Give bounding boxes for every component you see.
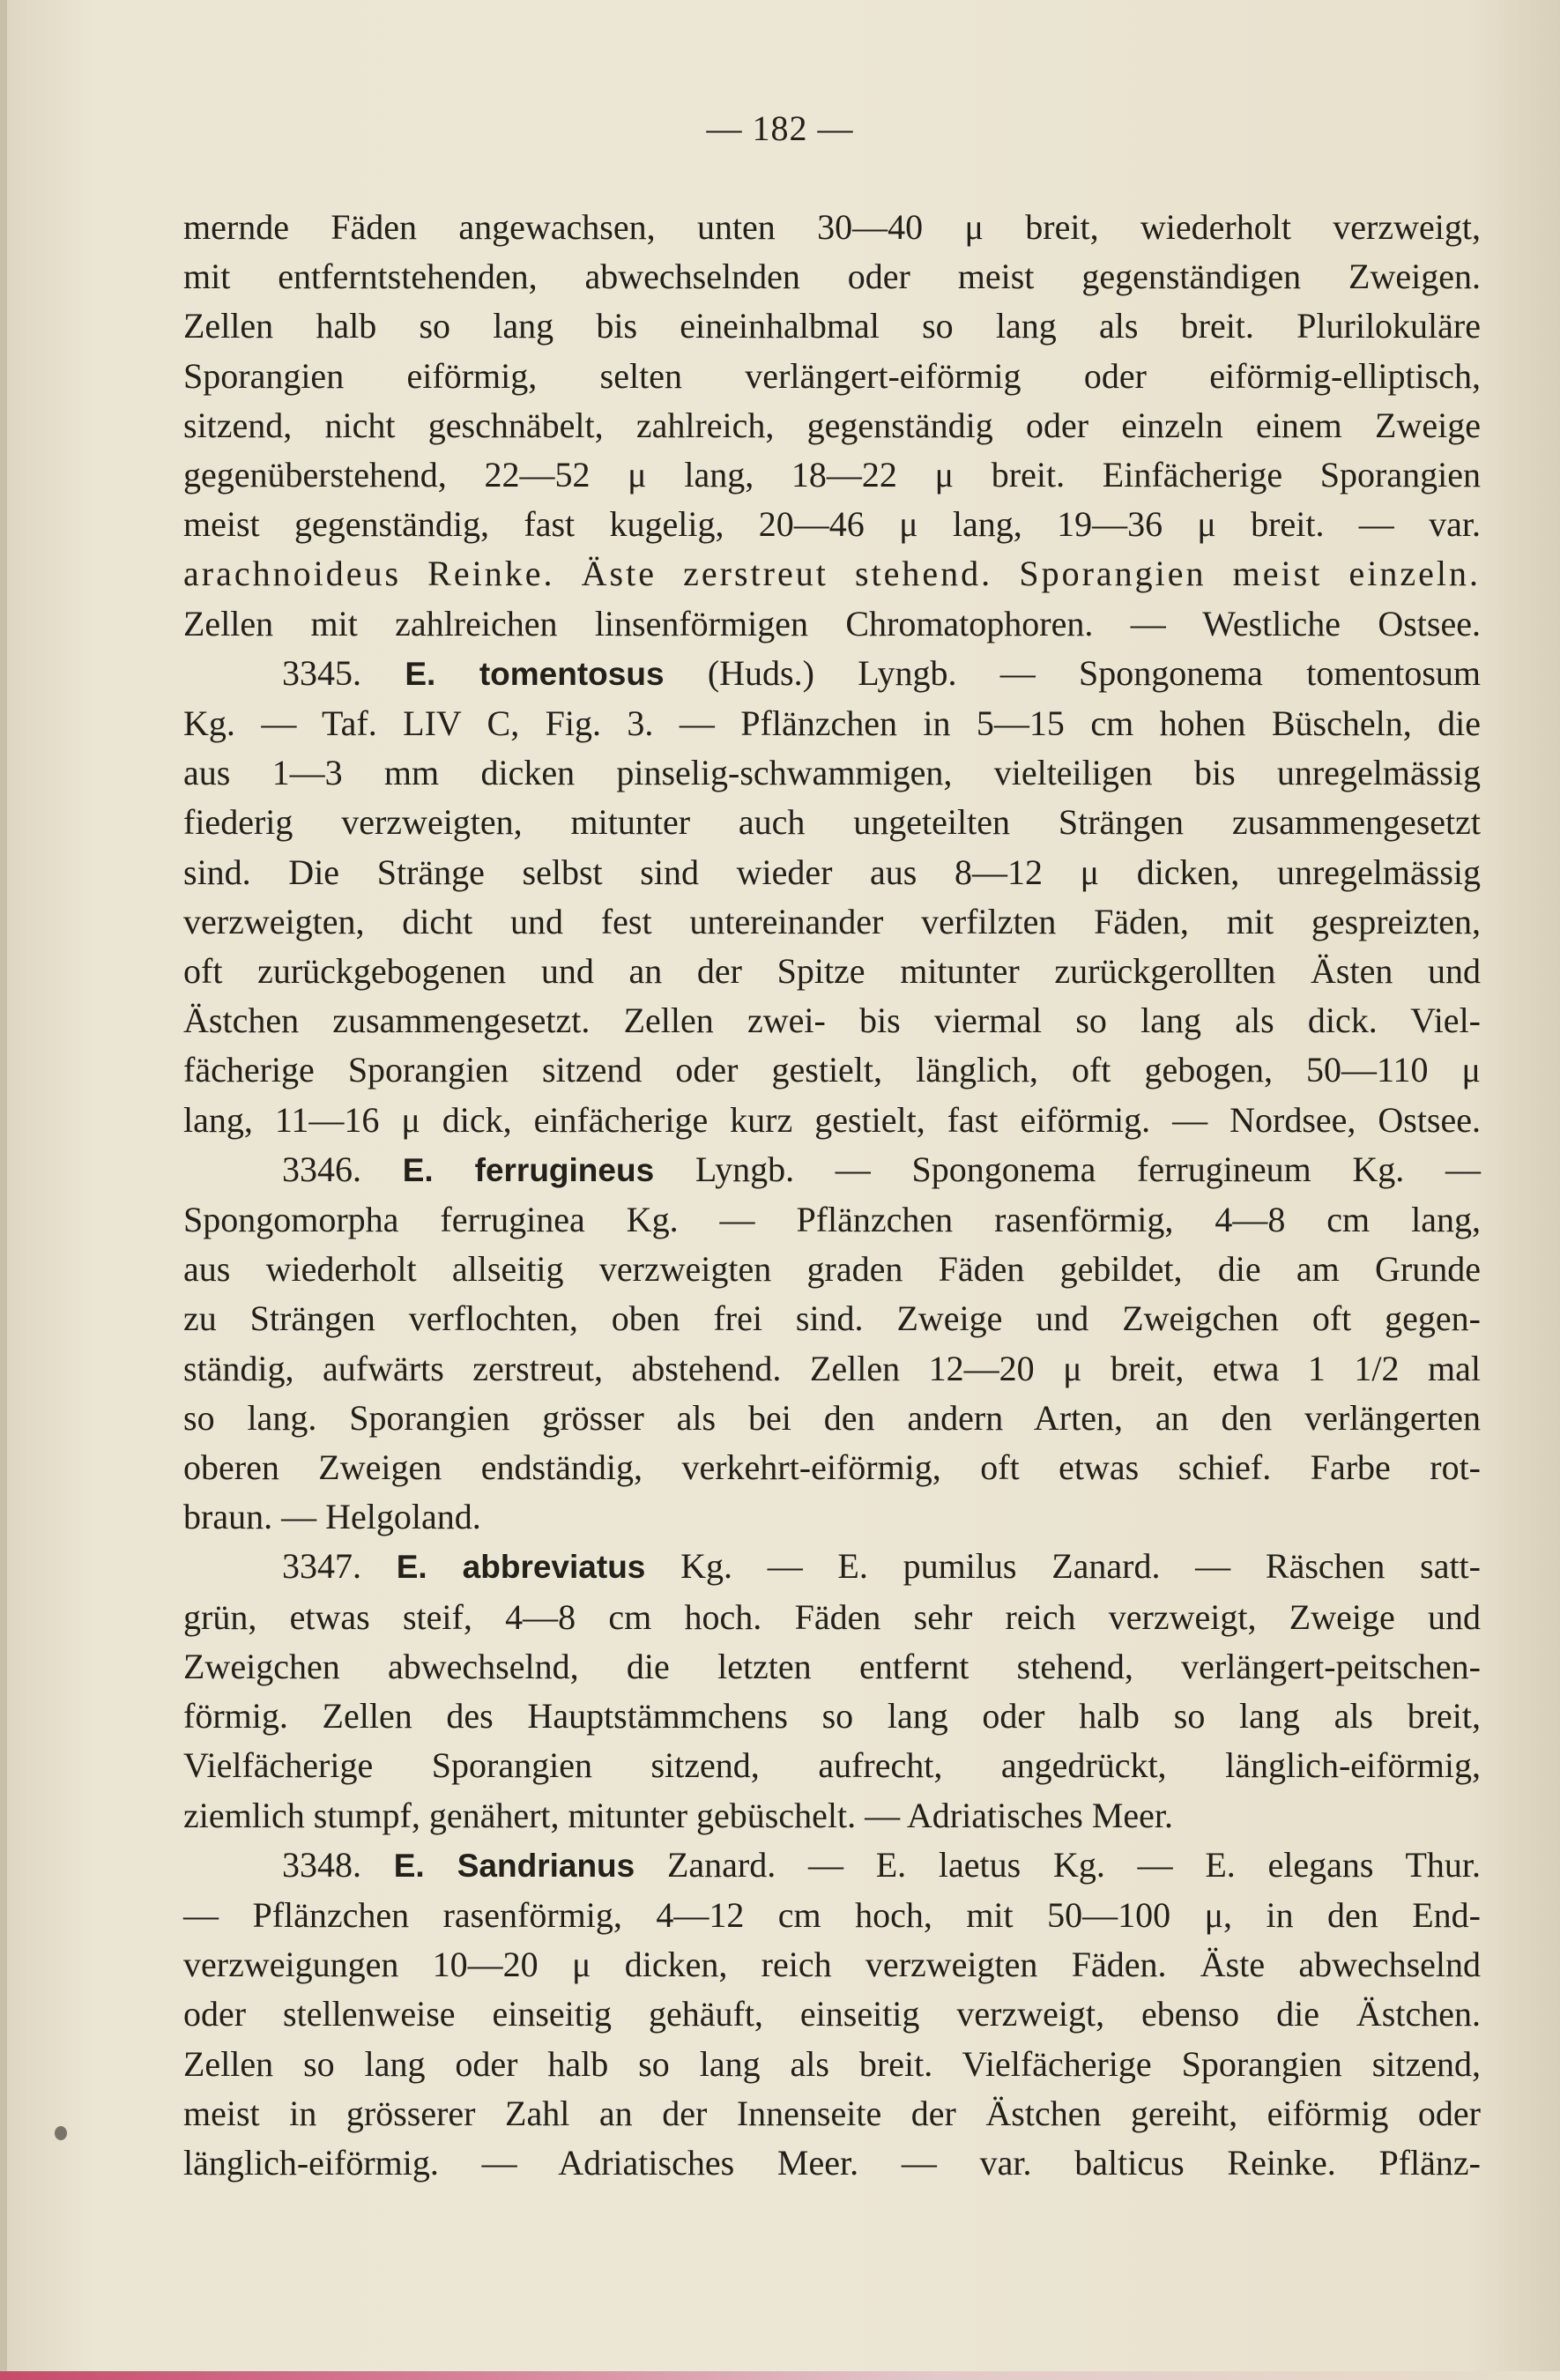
text-line: Kg. — Taf. LIV C, Fig. 3. — Pflänzchen in 5—15 cm hohen Büscheln, die: [183, 703, 1481, 744]
text-line: fiederig verzweigten, mitunter auch ungeteilten Strängen zusammengesetzt: [183, 802, 1481, 843]
text-line: Sporangien eiförmig, selten verlängert-eiförmig oder eiförmig-elliptisch,: [183, 355, 1481, 396]
entry-3345-heading: [183, 649, 1481, 699]
text-line: länglich-eiförmig. — Adriatisches Meer. — var. balticus Reinke. Pflänz-: [183, 2142, 1481, 2183]
text-line: verzweigten, dicht und fest untereinander verfilzten Fäden, mit gespreizten,: [183, 901, 1481, 941]
page-number: — 182 —: [706, 108, 854, 148]
text-line: oft zurückgebogenen und an der Spitze mitunter zurückgerollten Ästen und: [183, 951, 1481, 992]
text-line: ständig, aufwärts zerstreut, abstehend. Zellen 12—20 μ breit, etwa 1 1/2 mal: [183, 1348, 1481, 1388]
text-line: Spongomorpha ferruginea Kg. — Pflänzchen rasenförmig, 4—8 cm lang,: [183, 1200, 1481, 1240]
text-line: sitzend, nicht geschnäbelt, zahlreich, gegenständig oder einzeln einem Zweige: [183, 405, 1481, 445]
text-line: braun. — Helgoland.: [183, 1497, 481, 1537]
text-line: Zellen halb so lang bis eineinhalbmal so lang als breit. Plurilokuläre: [183, 306, 1481, 346]
text-line: so lang. Sporangien grösser als bei den andern Arten, an den verlängerten: [183, 1397, 1481, 1438]
text-line: meist gegenständig, fast kugelig, 20—46 μ lang, 19—36 μ breit. — var.: [183, 504, 1481, 545]
text-line: grün, etwas steif, 4—8 cm hoch. Fäden sehr reich verzweigt, Zweige und: [183, 1596, 1481, 1637]
text-line: meist in grösserer Zahl an der Innenseite der Ästchen gereiht, eiförmig oder: [183, 2093, 1481, 2133]
species-name: E. Sandrianus: [393, 1847, 635, 1884]
entry-number: 3345.: [282, 652, 361, 693]
text-line: zu Strängen verflochten, oben frei sind. Zweige und Zweigchen oft gegen-: [183, 1298, 1481, 1339]
entry-3348-heading: [183, 1841, 1481, 1891]
entry-heading-rest: (Huds.) Lyngb. — Spongonema tomentosum: [664, 652, 1481, 693]
entry-number: 3346.: [282, 1149, 361, 1189]
entry-heading-rest: Lyngb. — Spongonema ferrugineum Kg. —: [654, 1149, 1481, 1189]
text-line: mit entferntstehenden, abwechselnden oder meist gegenständigen Zweigen.: [183, 257, 1481, 297]
text-line: Zweigchen abwechselnd, die letzten entfernt stehend, verlängert-peitschen-: [183, 1646, 1481, 1686]
text-line: aus wiederholt allseitig verzweigten graden Fäden gebildet, die am Grunde: [183, 1249, 1481, 1290]
text-line: — Pflänzchen rasenförmig, 4—12 cm hoch, mit 50—100 μ, in den End-: [183, 1894, 1481, 1935]
ink-spot: [55, 2126, 67, 2140]
species-name: E. ferrugineus: [402, 1151, 655, 1188]
text-line: gegenüberstehend, 22—52 μ lang, 18—22 μ breit. Einfächerige Sporangien: [183, 455, 1481, 495]
species-name: E. tomentosus: [405, 655, 665, 692]
text-line: verzweigungen 10—20 μ dicken, reich verzweigten Fäden. Äste abwechselnd: [183, 1945, 1481, 1985]
entry-heading-rest: Kg. — E. pumilus Zanard. — Räschen satt-: [645, 1546, 1481, 1587]
text-line: Zellen mit zahlreichen linsenförmigen Chromatophoren. — Westliche Ostsee.: [183, 603, 1481, 643]
text-line: arachnoideus Reinke. Äste zerstreut stehend. Sporangien meist einzeln.: [183, 554, 1481, 594]
text-line: lang, 11—16 μ dick, einfächerige kurz gestielt, fast eiförmig. — Nordsee, Ostsee.: [183, 1099, 1481, 1140]
text-line: oberen Zweigen endständig, verkehrt-eiförmig, oft etwas schief. Farbe rot-: [183, 1447, 1481, 1488]
entry-3346-heading: [183, 1145, 1481, 1195]
text-line: Vielfächerige Sporangien sitzend, aufrecht, angedrückt, länglich-eiförmig,: [183, 1745, 1481, 1786]
text-line: oder stellenweise einseitig gehäuft, einseitig verzweigt, ebenso die Ästchen.: [183, 1994, 1481, 2034]
text-line: Ästchen zusammengesetzt. Zellen zwei- bis viermal so lang als dick. Viel-: [183, 1000, 1481, 1041]
text-line: ziemlich stumpf, genähert, mitunter gebüschelt. — Adriatisches Meer.: [183, 1795, 1174, 1835]
text-line: sind. Die Stränge selbst sind wieder aus 8—12 μ dicken, unregelmässig: [183, 852, 1481, 892]
page-binding-edge: [0, 0, 7, 2380]
text-line: Zellen so lang oder halb so lang als breit. Vielfächerige Sporangien sitzend,: [183, 2043, 1481, 2084]
text-line: fächerige Sporangien sitzend oder gestielt, länglich, oft gebogen, 50—110 μ: [183, 1050, 1481, 1090]
page-bottom-edge: [0, 2371, 1560, 2380]
text-line: mernde Fäden angewachsen, unten 30—40 μ breit, wiederholt verzweigt,: [183, 207, 1481, 247]
entry-3347-heading: [183, 1542, 1481, 1592]
body-text: [183, 203, 1481, 2188]
text-line: förmig. Zellen des Hauptstämmchens so lang oder halb so lang als breit,: [183, 1696, 1481, 1737]
entry-number: 3348.: [282, 1844, 361, 1885]
text-line: aus 1—3 mm dicken pinselig-schwammigen, vielteiligen bis unregelmässig: [183, 753, 1481, 793]
entry-heading-rest: Zanard. — E. laetus Kg. — E. elegans Thur.: [635, 1844, 1482, 1885]
species-name: E. abbreviatus: [396, 1549, 646, 1586]
entry-number: 3347.: [282, 1546, 361, 1587]
